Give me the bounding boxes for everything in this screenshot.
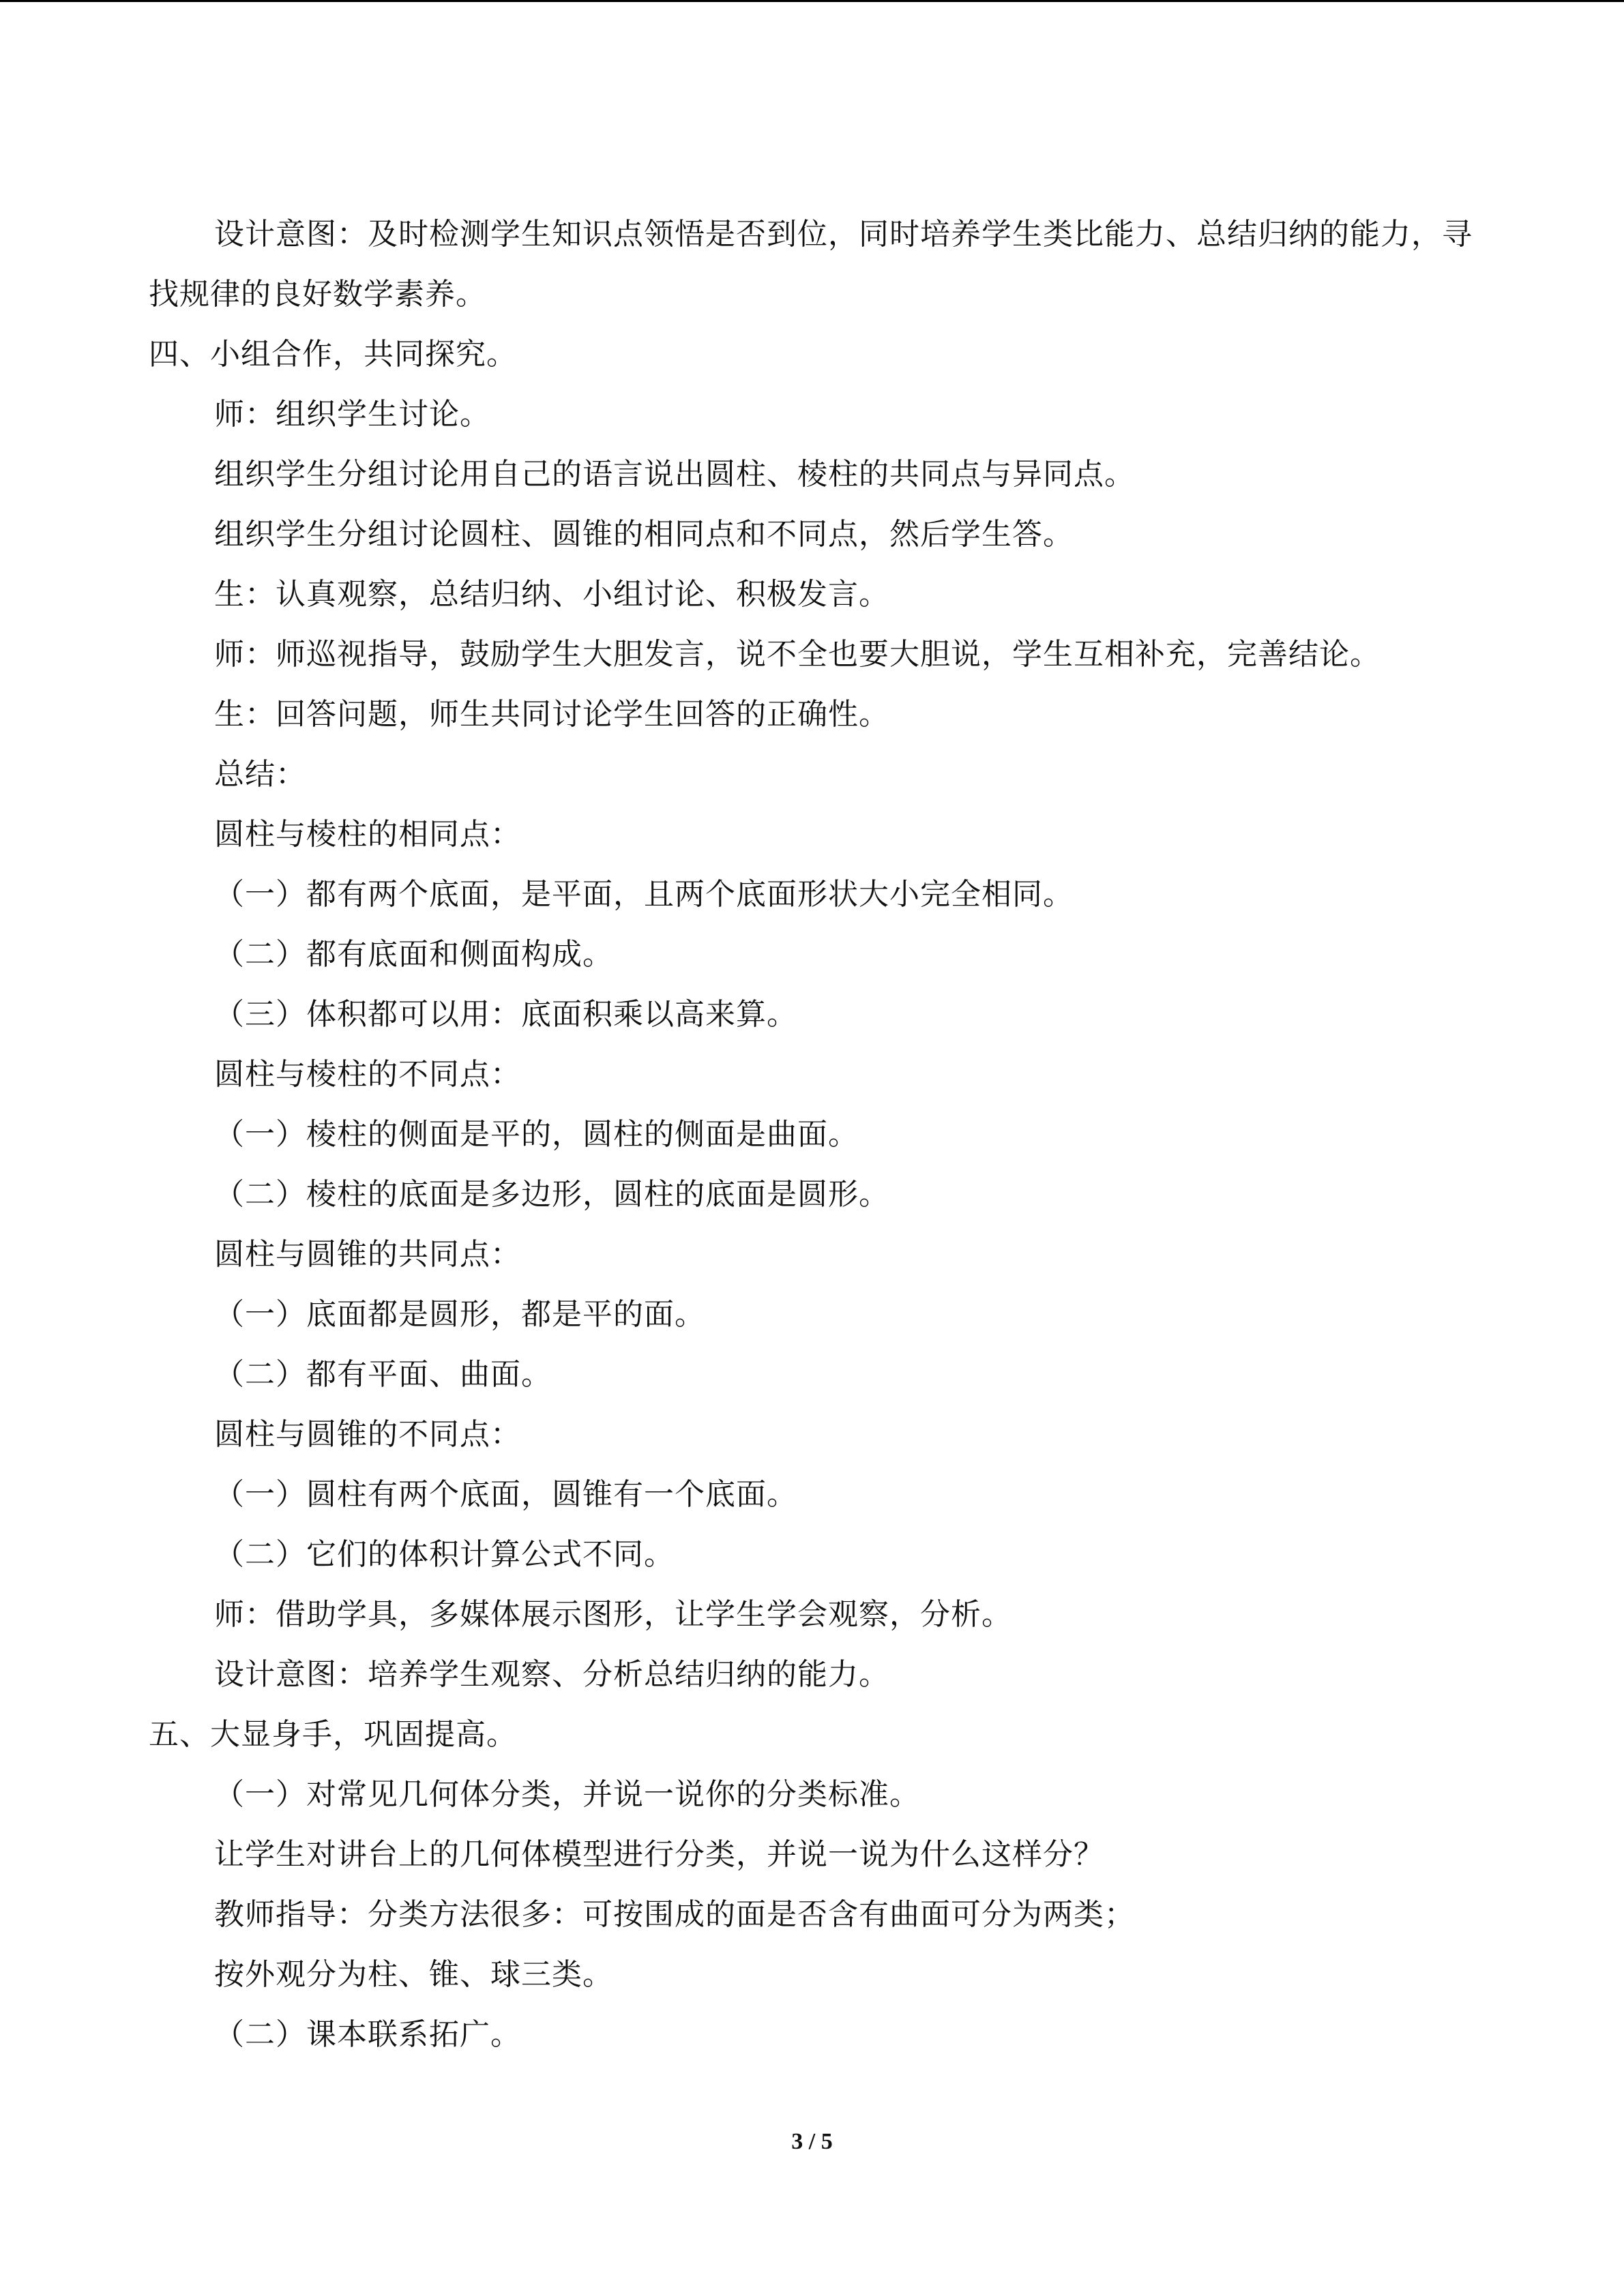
paragraph: 圆柱与圆锥的共同点： xyxy=(214,1237,521,1272)
paragraph: 生：认真观察，总结归纳、小组讨论、积极发言。 xyxy=(214,577,889,612)
page-number: 3 / 5 xyxy=(791,2129,833,2154)
paragraph: 按外观分为柱、锥、球三类。 xyxy=(214,1957,613,1992)
paragraph: 师：组织学生讨论。 xyxy=(214,397,490,432)
paragraph: 组织学生分组讨论用自己的语言说出圆柱、棱柱的共同点与异同点。 xyxy=(214,457,1135,492)
paragraph: （一）底面都是圆形，都是平的面。 xyxy=(214,1297,705,1332)
paragraph: 设计意图：培养学生观察、分析总结归纳的能力。 xyxy=(214,1657,889,1692)
paragraph: （一）棱柱的侧面是平的，圆柱的侧面是曲面。 xyxy=(214,1117,859,1152)
paragraph: 师：师巡视指导，鼓励学生大胆发言，说不全也要大胆说，学生互相补充，完善结论。 xyxy=(214,637,1381,672)
paragraph: 圆柱与圆锥的不同点： xyxy=(214,1417,521,1452)
paragraph: 师：借助学具，多媒体展示图形，让学生学会观察，分析。 xyxy=(214,1597,1012,1632)
paragraph: （一）圆柱有两个底面，圆锥有一个底面。 xyxy=(214,1477,797,1512)
paragraph: 总结： xyxy=(214,757,306,792)
paragraph: （三）体积都可以用：底面积乘以高来算。 xyxy=(214,997,797,1032)
paragraph: （一）对常见几何体分类，并说一说你的分类标准。 xyxy=(214,1777,920,1812)
paragraph: （二）都有底面和侧面构成。 xyxy=(214,937,613,972)
paragraph: 圆柱与棱柱的相同点： xyxy=(214,817,521,852)
paragraph: 组织学生分组讨论圆柱、圆锥的相同点和不同点，然后学生答。 xyxy=(214,517,1074,552)
paragraph: 圆柱与棱柱的不同点： xyxy=(214,1057,521,1092)
paragraph: （二）都有平面、曲面。 xyxy=(214,1357,552,1392)
section-heading: 四、小组合作，共同探究。 xyxy=(149,337,517,372)
paragraph: 教师指导：分类方法很多：可按围成的面是否含有曲面可分为两类； xyxy=(214,1897,1135,1932)
paragraph: （一）都有两个底面，是平面，且两个底面形状大小完全相同。 xyxy=(214,877,1074,912)
section-heading: 五、大显身手，巩固提高。 xyxy=(149,1717,517,1752)
paragraph: （二）它们的体积计算公式不同。 xyxy=(214,1537,675,1572)
paragraph: 让学生对讲台上的几何体模型进行分类，并说一说为什么这样分？ xyxy=(214,1837,1104,1872)
document-body xyxy=(149,205,1479,2065)
paragraph: 设计意图：及时检测学生知识点领悟是否到位，同时培养学生类比能力、总结归纳的能力，寻找规律的良好数学素养。 xyxy=(149,217,1473,312)
paragraph: （二）棱柱的底面是多边形，圆柱的底面是圆形。 xyxy=(214,1177,889,1212)
paragraph: （二）课本联系拓广。 xyxy=(214,2017,521,2052)
paragraph: 生：回答问题，师生共同讨论学生回答的正确性。 xyxy=(214,697,889,732)
top-border-rule xyxy=(0,0,1624,2)
